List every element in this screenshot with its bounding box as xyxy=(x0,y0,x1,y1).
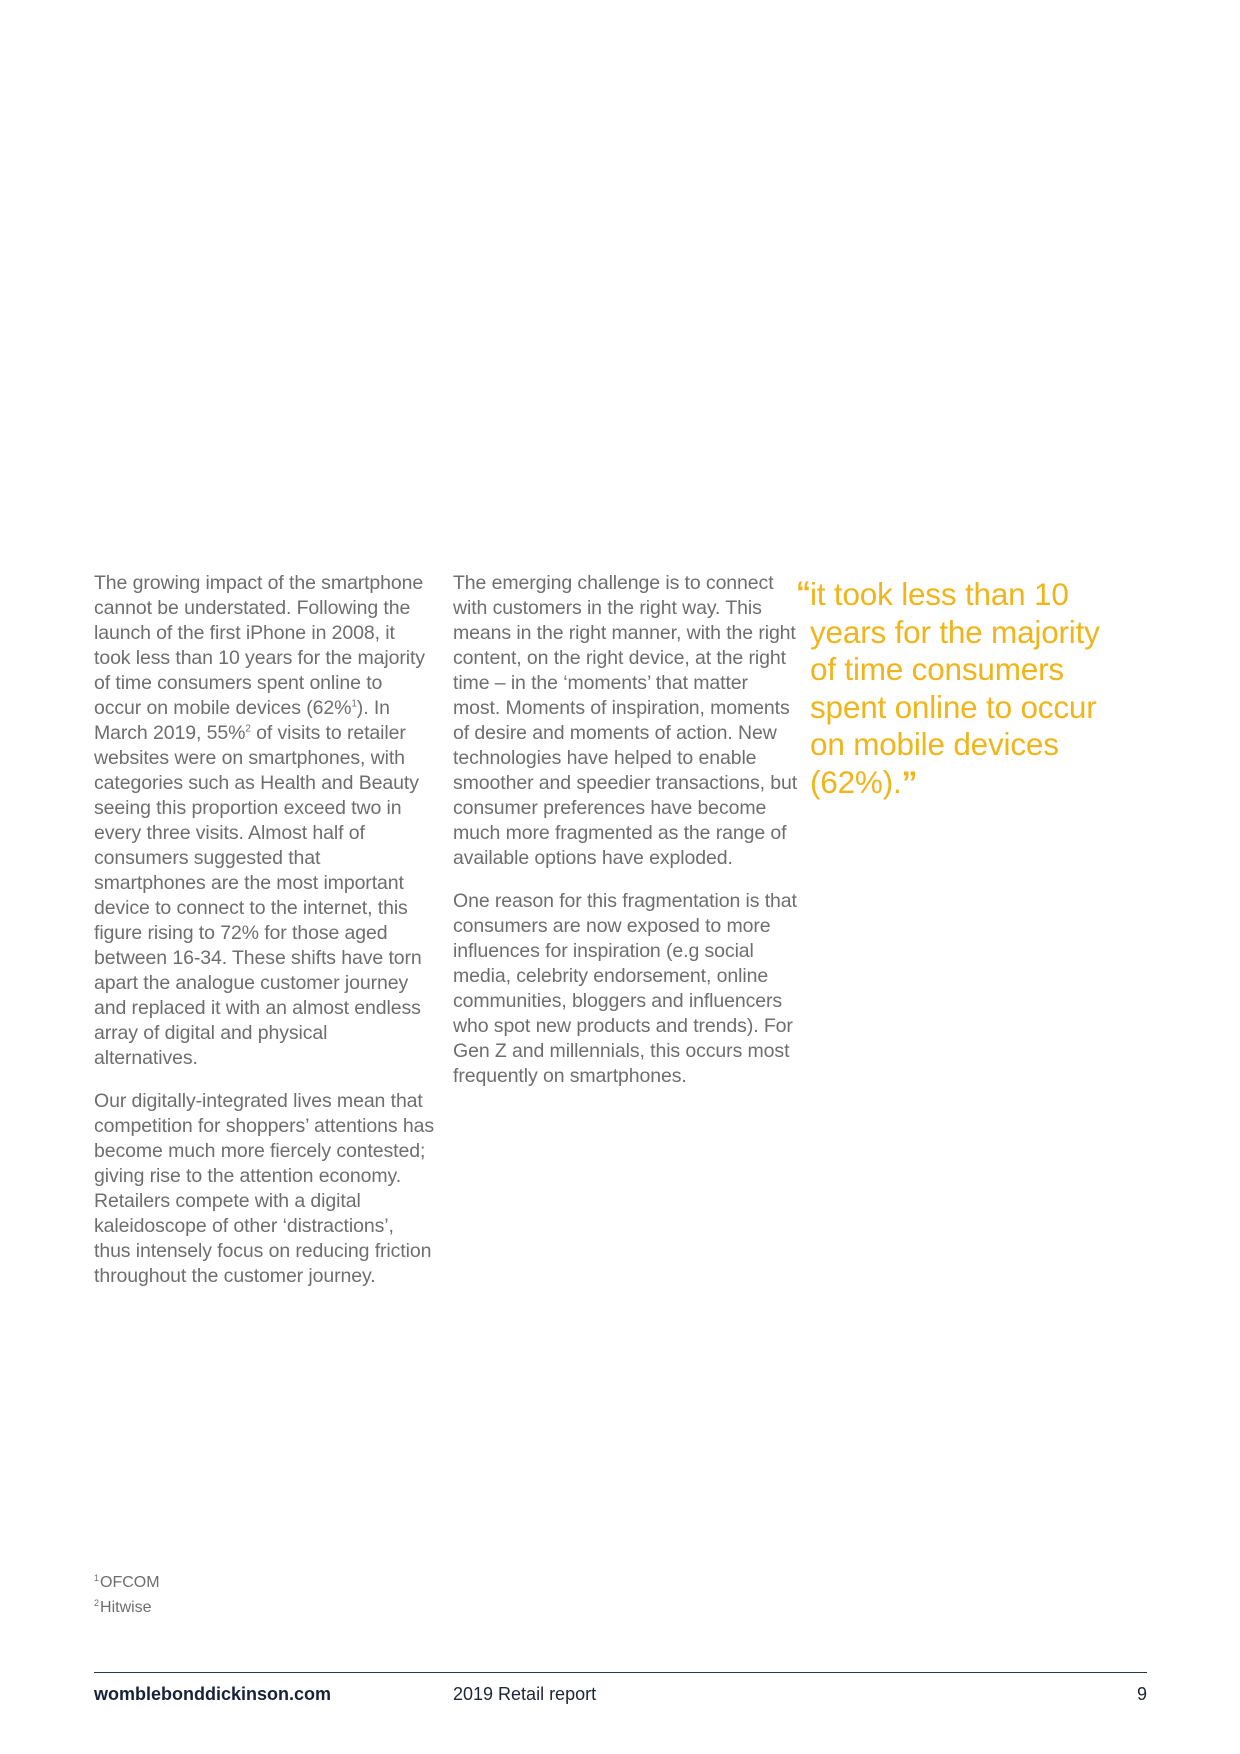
paragraph: One reason for this fragmentation is that consumers are now exposed to more influences for inspiration (e.g social media, celebrity endorsement, online communities, bloggers and influencers who spot new products and trends). For Gen Z and millennials, this occurs most frequently on smartphones. xyxy=(453,890,797,1087)
footnote-ref: 2 xyxy=(245,723,251,735)
footnote-ref: 1 xyxy=(351,698,357,710)
footnote: $^1$OFCOM xyxy=(94,1572,160,1591)
body-column-middle xyxy=(453,571,798,1107)
pull-quote xyxy=(796,576,1130,801)
open-quote-mark: “ xyxy=(796,576,811,609)
page-number: 9 xyxy=(1136,1684,1147,1704)
paragraph: Our digitally-integrated lives mean that competition for shoppers’ attentions has become much more fiercely contested; giving rise to the attention economy. Retailers compete with a digital kaleidoscope of other ‘distractions’, thus intensely focus on reducing friction throughout the customer journey. xyxy=(94,1090,434,1287)
footnotes xyxy=(94,1570,160,1620)
pull-quote-text: it took less than 10 years for the majority of time consumers spent online to occur on mobile devices (62%). xyxy=(810,576,1100,800)
body-column-left xyxy=(94,571,434,1307)
website-link[interactable]: womblebonddickinson.com xyxy=(94,1684,332,1704)
paragraph: The emerging challenge is to connect with customers in the right way. This means in the right manner, with the right content, on the right device, at the right time – in the ‘moments’ that matter most. Moments of inspiration, moments of desire and moments of action. New technologies have helped to enable smoother and speedier transactions, but consumer preferences have become much more fragmented as the range of available options have exploded. xyxy=(453,572,798,869)
paragraph: The growing impact of the smartphone cannot be understated. Following the launch of the first iPhone in 2008, it took less than 10 years for the majority of time consumers spent online to occur on mobile devices (62%$^1$). In March 2019, 55%$^2$ of visits to retailer websites were on smartphones, with categories such as Health and Beauty seeing this proportion exceed two in every three visits. Almost half of consumers suggested that smartphones are the most important device to connect to the internet, this figure rising to 72% for those aged between 16-34. These shifts have torn apart the analogue customer journey and replaced it with an almost endless array of digital and physical alternatives. xyxy=(94,572,425,1069)
footnote: $^2$Hitwise xyxy=(94,1597,152,1616)
close-quote-mark: ” xyxy=(901,763,918,800)
footer-divider xyxy=(94,1672,1147,1673)
report-title: 2019 Retail report xyxy=(453,1684,597,1704)
